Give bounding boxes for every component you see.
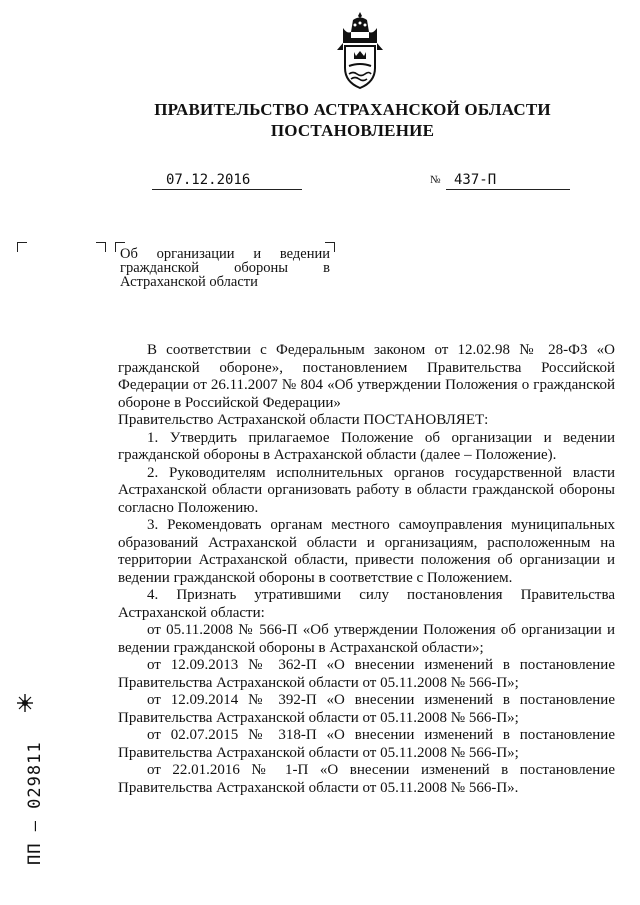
- paragraph-item-2: 2. Руководителям исполнительных органов государственной власти Астраханской области организовать работу в области гражданской обороны согласно Положению.: [118, 464, 615, 516]
- paragraph-item-4: 4. Признать утратившими силу постановления Правительства Астраханской области:: [118, 587, 615, 621]
- repealed-act: от 22.01.2016 № 1-П «О внесении изменений в постановление Правительства Астраханской области от 05.11.2008 № 566-П».: [118, 762, 615, 796]
- document-subject: [120, 247, 330, 289]
- repealed-act: от 05.11.2008 № 566-П «Об утверждении Положения об организации и ведении гражданской обороны в Астраханской области»;: [118, 622, 615, 656]
- government-title: ПРАВИТЕЛЬСТВО АСТРАХАНСКОЙ ОБЛАСТИ: [154, 100, 551, 119]
- repealed-act: от 02.07.2015 № 318-П «О внесении изменений в постановление Правительства Астраханской области от 05.11.2008 № 566-П»;: [118, 727, 615, 761]
- document-type-title: ПОСТАНОВЛЕНИЕ: [270, 121, 435, 140]
- coat-of-arms-icon: [333, 10, 387, 90]
- corner-bracket-icon: [96, 242, 106, 252]
- paragraph-preamble: В соответствии с Федеральным законом от 12.02.98 № 28-ФЗ «О гражданской обороне», постановлением Правительства Российской Федерации от 26.11.2007 № 804 «Об утверждении Положения о гражданской обороне в Российской Федерации»: [118, 342, 615, 411]
- subject-line: гражданской обороны в: [120, 260, 330, 276]
- subject-line: Об организации и ведении: [120, 246, 330, 262]
- stamp-star-icon: [14, 690, 36, 716]
- document-body: [118, 342, 615, 797]
- number-label: №: [430, 174, 441, 186]
- corner-bracket-icon: [17, 242, 27, 252]
- blank-serial-number: ПП – 029811: [25, 741, 45, 865]
- paragraph-item-1: 1. Утвердить прилагаемое Положение об организации и ведении гражданской обороны в Астраханской области (далее – Положение).: [118, 429, 615, 463]
- document-number: 437-П: [446, 172, 570, 190]
- document-date: 07.12.2016: [152, 172, 302, 190]
- repealed-act: от 12.09.2014 № 392-П «О внесении изменений в постановление Правительства Астраханской области от 05.11.2008 № 566-П»;: [118, 692, 615, 726]
- repealed-act: от 12.09.2013 № 362-П «О внесении изменений в постановление Правительства Астраханской области от 05.11.2008 № 566-П»;: [118, 657, 615, 691]
- paragraph-resolves: Правительство Астраханской области ПОСТАНОВЛЯЕТ:: [118, 412, 489, 428]
- paragraph-item-3: 3. Рекомендовать органам местного самоуправления муниципальных образований Астраханской области и организациям, расположенным на территории Астраханской области, привести положения об организации и ведении гражданской обороны в соответствие с Положением.: [118, 517, 615, 586]
- subject-line: Астраханской области: [120, 274, 258, 290]
